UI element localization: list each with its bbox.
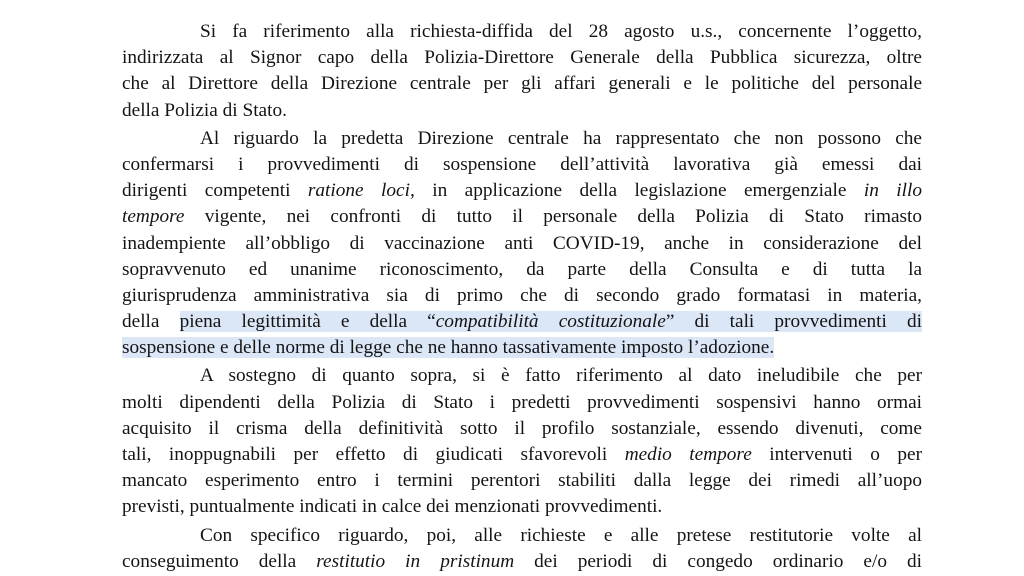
text-line: [122, 19, 922, 45]
italic-text: tempore: [122, 206, 185, 228]
paragraph: [122, 363, 922, 520]
text-segment: che al Direttore della Direzione centrale per gli affari generali e le politiche del personale: [122, 73, 922, 95]
highlighted-text: piena legittimità e della “: [179, 311, 436, 333]
text-line: [122, 283, 922, 309]
italic-text: in illo: [863, 180, 922, 202]
italic-text: ratione loci,: [307, 180, 415, 202]
text-line: [122, 152, 922, 178]
text-line: [122, 416, 922, 442]
text-segment: Al riguardo la predetta Direzione centrale ha rappresentato che non possono che: [200, 127, 922, 149]
text-line: [122, 204, 922, 230]
highlighted-text: compatibilità costituzionale: [435, 311, 666, 333]
text-segment: acquisito il crisma della definitività sotto il profilo sostanziale, essendo divenuti, come: [122, 417, 922, 439]
text-segment: dirigenti competenti: [122, 180, 308, 202]
text-line: [122, 178, 922, 204]
text-segment: previsti, puntualmente indicati in calce dei menzionati provvedimenti.: [122, 496, 663, 518]
text-line: [122, 231, 922, 257]
text-line: [122, 309, 922, 335]
text-segment: Si fa riferimento alla richiesta-diffida del 28 agosto u.s., concernente l’oggetto,: [200, 21, 922, 42]
text-segment: in applicazione della legislazione emergenziale: [414, 180, 864, 202]
text-line: [122, 71, 922, 97]
text-line: [122, 98, 922, 124]
paragraph: [122, 19, 922, 124]
text-line: [122, 442, 922, 468]
text-segment: inadempiente all’obbligo di vaccinazione anti COVID-19, anche in considerazione del: [122, 232, 922, 254]
text-segment: giurisprudenza amministrativa sia di primo che di secondo grado formatasi in materia,: [122, 284, 922, 306]
paragraph: [122, 126, 922, 362]
text-line: [122, 363, 922, 389]
text-segment: vigente, nei confronti di tutto il personale della Polizia di Stato rimasto: [184, 206, 922, 228]
highlighted-text: sospensione e delle norme di legge che ne hanno tassativamente imposto l’adozione.: [122, 337, 775, 359]
text-line: [122, 45, 922, 71]
paragraph: [122, 523, 922, 575]
text-segment: Con specifico riguardo, poi, alle richieste e alle pretese restitutorie volte al: [200, 524, 922, 546]
text-line: [122, 390, 922, 416]
text-segment: confermarsi i provvedimenti di sospensione dell’attività lavorativa già emessi dai: [122, 153, 922, 175]
text-segment: mancato esperimento entro i termini perentori stabiliti dalla legge dei rimedi all’uopo: [122, 470, 922, 492]
text-segment: sopravvenuto ed unanime riconoscimento, da parte della Consulta e di tutta la: [122, 258, 922, 280]
text-segment: indirizzata al Signor capo della Polizia-Direttore Generale della Pubblica sicurezza, oltre: [122, 47, 922, 69]
text-line: [122, 468, 922, 494]
italic-text: medio tempore: [624, 444, 752, 465]
text-line: [122, 257, 922, 283]
text-line: [122, 523, 922, 549]
text-segment: conseguimento della: [122, 550, 317, 572]
text-segment: tali, inoppugnabili per effetto di giudicati sfavorevoli: [122, 444, 625, 465]
text-segment: intervenuti o per: [751, 444, 923, 465]
text-segment: dei periodi di congedo ordinario e/o di: [514, 550, 923, 572]
document-body: [122, 19, 922, 575]
text-line: [122, 126, 922, 152]
text-line: [122, 549, 922, 575]
text-segment: della Polizia di Stato.: [122, 99, 287, 121]
text-segment: della: [122, 311, 180, 333]
text-segment: A sostegno di quanto sopra, si è fatto riferimento al dato ineludibile che per: [200, 365, 922, 387]
highlighted-text: ” di tali provvedimenti di: [665, 311, 922, 333]
text-line: [122, 494, 922, 520]
text-line: [122, 335, 922, 361]
text-segment: molti dipendenti della Polizia di Stato i predetti provvedimenti sospensivi hanno ormai: [122, 391, 922, 413]
italic-text: restitutio in pristinum: [316, 550, 515, 572]
